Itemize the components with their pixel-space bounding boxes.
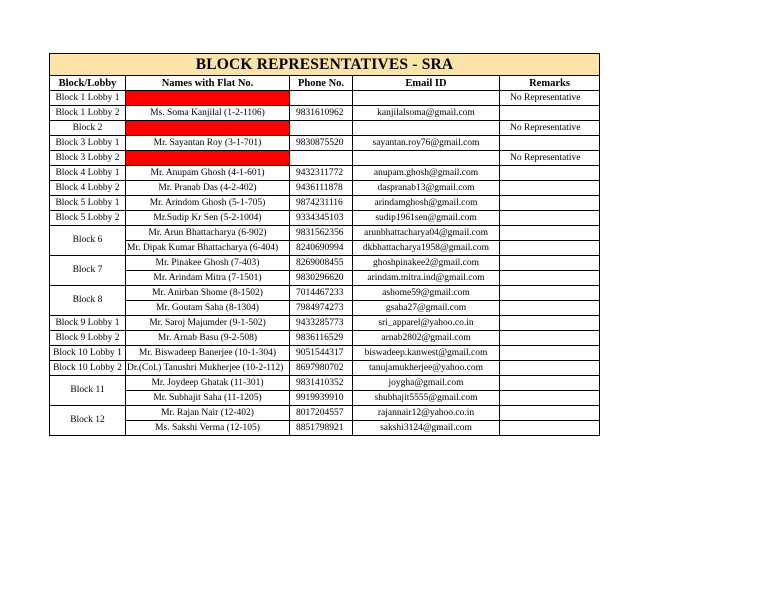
name-cell: Mr.Sudip Kr Sen (5-2-1004) bbox=[126, 211, 290, 226]
block-cell: Block 9 Lobby 2 bbox=[50, 331, 126, 346]
phone-cell: 9433285773 bbox=[290, 316, 353, 331]
block-cell: Block 2 bbox=[50, 121, 126, 136]
phone-cell: 9919939910 bbox=[290, 391, 353, 406]
remarks-cell bbox=[500, 136, 600, 151]
table-row bbox=[50, 181, 600, 196]
name-cell: Mr. Arnab Basu (9-2-508) bbox=[126, 331, 290, 346]
phone-cell: 8851798921 bbox=[290, 421, 353, 436]
block-cell: Block 10 Lobby 1 bbox=[50, 346, 126, 361]
remarks-cell bbox=[500, 181, 600, 196]
phone-cell bbox=[290, 121, 353, 136]
remarks-cell bbox=[500, 331, 600, 346]
remarks-cell bbox=[500, 241, 600, 256]
table-row bbox=[50, 256, 600, 271]
name-cell: - bbox=[126, 91, 290, 106]
header-remarks: Remarks bbox=[500, 76, 600, 91]
name-cell: Mr. Arun Bhattacharya (6-902) bbox=[126, 226, 290, 241]
remarks-cell bbox=[500, 421, 600, 436]
remarks-cell bbox=[500, 271, 600, 286]
remarks-cell bbox=[500, 376, 600, 391]
remarks-cell bbox=[500, 301, 600, 316]
name-cell: Mr. Rajan Nair (12-402) bbox=[126, 406, 290, 421]
email-cell: anupam.ghosh@gmail.com bbox=[353, 166, 500, 181]
table-row bbox=[50, 376, 600, 391]
email-cell: ashome59@gmail.com bbox=[353, 286, 500, 301]
header-row bbox=[50, 76, 600, 91]
table-row bbox=[50, 136, 600, 151]
header-names: Names with Flat No. bbox=[126, 76, 290, 91]
header-email: Email ID bbox=[353, 76, 500, 91]
name-cell: Mr. Anupam Ghosh (4-1-601) bbox=[126, 166, 290, 181]
email-cell bbox=[353, 121, 500, 136]
table-row bbox=[50, 301, 600, 316]
block-cell: Block 7 bbox=[50, 256, 126, 286]
remarks-cell: No Representative bbox=[500, 91, 600, 106]
table-row bbox=[50, 106, 600, 121]
phone-cell: 9831410352 bbox=[290, 376, 353, 391]
block-cell: Block 3 Lobby 1 bbox=[50, 136, 126, 151]
email-cell: arunbhattacharya04@gmail.com bbox=[353, 226, 500, 241]
sheet-title: BLOCK REPRESENTATIVES - SRA bbox=[50, 54, 600, 76]
table-row bbox=[50, 361, 600, 376]
email-cell: rajannair12@yahoo.co.in bbox=[353, 406, 500, 421]
block-cell: Block 8 bbox=[50, 286, 126, 316]
block-cell: Block 1 Lobby 1 bbox=[50, 91, 126, 106]
phone-cell: 9874231116 bbox=[290, 196, 353, 211]
table-row bbox=[50, 241, 600, 256]
email-cell bbox=[353, 91, 500, 106]
remarks-cell bbox=[500, 211, 600, 226]
remarks-cell bbox=[500, 256, 600, 271]
table-row bbox=[50, 226, 600, 241]
phone-cell: 8017204557 bbox=[290, 406, 353, 421]
email-cell: arindamghosh@gmail.com bbox=[353, 196, 500, 211]
table-row bbox=[50, 121, 600, 136]
table-row bbox=[50, 391, 600, 406]
table-row bbox=[50, 166, 600, 181]
email-cell: sayantan.roy76@gmail.com bbox=[353, 136, 500, 151]
block-cell: Block 10 Lobby 2 bbox=[50, 361, 126, 376]
remarks-cell: No Representative bbox=[500, 121, 600, 136]
table-row bbox=[50, 406, 600, 421]
name-cell: Mr. Pinakee Ghosh (7-403) bbox=[126, 256, 290, 271]
remarks-cell bbox=[500, 196, 600, 211]
table-row bbox=[50, 346, 600, 361]
email-cell: biswadeep.kanwest@gmail.com bbox=[353, 346, 500, 361]
email-cell: shubhajit5555@gmail.com bbox=[353, 391, 500, 406]
remarks-cell bbox=[500, 316, 600, 331]
email-cell: kanjilalsoma@gmail.com bbox=[353, 106, 500, 121]
remarks-cell bbox=[500, 166, 600, 181]
table-row bbox=[50, 91, 600, 106]
block-cell: Block 4 Lobby 1 bbox=[50, 166, 126, 181]
phone-cell: 9830296620 bbox=[290, 271, 353, 286]
email-cell: gsaha27@gmail.com bbox=[353, 301, 500, 316]
block-cell: Block 6 bbox=[50, 226, 126, 256]
phone-cell bbox=[290, 151, 353, 166]
name-cell: Mr. Subhajit Saha (11-1205) bbox=[126, 391, 290, 406]
block-cell: Block 1 Lobby 2 bbox=[50, 106, 126, 121]
block-cell: Block 11 bbox=[50, 376, 126, 406]
email-cell: arnab2802@gmail.com bbox=[353, 331, 500, 346]
email-cell: sri_apparel@yahoo.co.in bbox=[353, 316, 500, 331]
table-row bbox=[50, 331, 600, 346]
phone-cell: 9830875520 bbox=[290, 136, 353, 151]
block-cell: Block 12 bbox=[50, 406, 126, 436]
name-cell: Mr. Arindam Mitra (7-1501) bbox=[126, 271, 290, 286]
table-row bbox=[50, 316, 600, 331]
representatives-table bbox=[49, 53, 600, 436]
name-cell: Ms. Sakshi Verma (12-105) bbox=[126, 421, 290, 436]
table-row bbox=[50, 151, 600, 166]
phone-cell: 8240690994 bbox=[290, 241, 353, 256]
name-cell: Mr. Anirban Shome (8-1502) bbox=[126, 286, 290, 301]
phone-cell bbox=[290, 91, 353, 106]
email-cell: sakshi3124@gmail.com bbox=[353, 421, 500, 436]
remarks-cell bbox=[500, 106, 600, 121]
block-cell: Block 3 Lobby 2 bbox=[50, 151, 126, 166]
email-cell: joygha@gmail.com bbox=[353, 376, 500, 391]
remarks-cell: No Representative bbox=[500, 151, 600, 166]
name-cell: - bbox=[126, 121, 290, 136]
name-cell: Mr. Saroj Majumder (9-1-502) bbox=[126, 316, 290, 331]
remarks-cell bbox=[500, 361, 600, 376]
remarks-cell bbox=[500, 391, 600, 406]
table-row bbox=[50, 421, 600, 436]
phone-cell: 9836116529 bbox=[290, 331, 353, 346]
header-block: Block/Lobby bbox=[50, 76, 126, 91]
email-cell: ghoshpinakee2@gmail.com bbox=[353, 256, 500, 271]
email-cell: sudip1961sen@gmail.com bbox=[353, 211, 500, 226]
phone-cell: 9831610962 bbox=[290, 106, 353, 121]
remarks-cell bbox=[500, 406, 600, 421]
phone-cell: 8697980702 bbox=[290, 361, 353, 376]
remarks-cell bbox=[500, 286, 600, 301]
name-cell: Mr. Dipak Kumar Bhattacharya (6-404) bbox=[126, 241, 290, 256]
phone-cell: 7014467233 bbox=[290, 286, 353, 301]
remarks-cell bbox=[500, 226, 600, 241]
block-cell: Block 5 Lobby 2 bbox=[50, 211, 126, 226]
block-cell: Block 5 Lobby 1 bbox=[50, 196, 126, 211]
header-phone: Phone No. bbox=[290, 76, 353, 91]
name-cell: Dr.(Col.) Tanushri Mukherjee (10-2-112) bbox=[126, 361, 290, 376]
name-cell: Mr. Pranab Das (4-2-402) bbox=[126, 181, 290, 196]
phone-cell: 9432311772 bbox=[290, 166, 353, 181]
phone-cell: 9051544317 bbox=[290, 346, 353, 361]
name-cell: Mr. Sayantan Roy (3-1-701) bbox=[126, 136, 290, 151]
email-cell: tanujamukherjee@yahoo.com bbox=[353, 361, 500, 376]
block-cell: Block 9 Lobby 1 bbox=[50, 316, 126, 331]
name-cell: Mr. Joydeep Ghatak (11-301) bbox=[126, 376, 290, 391]
email-cell bbox=[353, 151, 500, 166]
name-cell: Ms. Soma Kanjilal (1-2-1106) bbox=[126, 106, 290, 121]
phone-cell: 9334345103 bbox=[290, 211, 353, 226]
phone-cell: 7984974273 bbox=[290, 301, 353, 316]
email-cell: arindam.mitra.ind@gmail.com bbox=[353, 271, 500, 286]
name-cell: Mr. Goutam Saha (8-1304) bbox=[126, 301, 290, 316]
email-cell: dkbhattacharya1958@gmail.com bbox=[353, 241, 500, 256]
phone-cell: 9436111878 bbox=[290, 181, 353, 196]
name-cell: Mr. Arindom Ghosh (5-1-705) bbox=[126, 196, 290, 211]
table-row bbox=[50, 271, 600, 286]
phone-cell: 8269008455 bbox=[290, 256, 353, 271]
name-cell: - bbox=[126, 151, 290, 166]
table-row bbox=[50, 286, 600, 301]
block-cell: Block 4 Lobby 2 bbox=[50, 181, 126, 196]
remarks-cell bbox=[500, 346, 600, 361]
table-row bbox=[50, 211, 600, 226]
phone-cell: 9831562356 bbox=[290, 226, 353, 241]
email-cell: daspranab13@gmail.com bbox=[353, 181, 500, 196]
table-row bbox=[50, 196, 600, 211]
name-cell: Mr. Biswadeep Banerjee (10-1-304) bbox=[126, 346, 290, 361]
